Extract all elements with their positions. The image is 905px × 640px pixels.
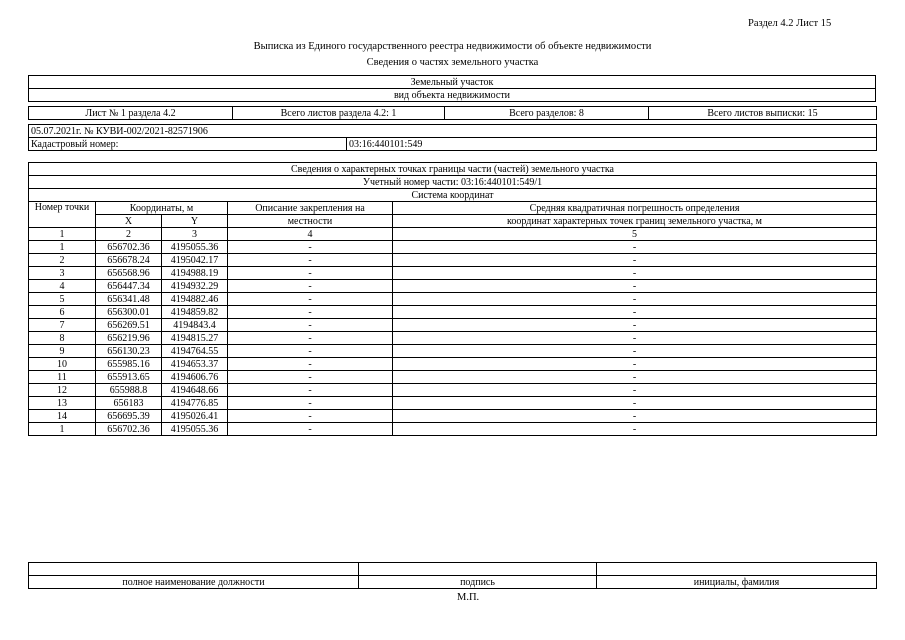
- point-d-cell: -: [228, 384, 393, 397]
- point-y-cell: 4194815.27: [162, 332, 228, 345]
- table-row: [29, 397, 877, 410]
- table-row: [29, 423, 877, 436]
- point-e-cell: -: [393, 371, 877, 384]
- col-number: 3: [162, 228, 228, 241]
- point-d-cell: -: [228, 371, 393, 384]
- point-x-cell: 655988.8: [96, 384, 162, 397]
- col-coords-header: Координаты, м: [96, 202, 228, 215]
- record-table: [28, 124, 877, 151]
- point-d-cell: -: [228, 345, 393, 358]
- table-row: [29, 410, 877, 423]
- point-n-cell: 12: [29, 384, 96, 397]
- point-n-cell: 2: [29, 254, 96, 267]
- sheet-info-table: [28, 106, 877, 120]
- point-x-cell: 655913.65: [96, 371, 162, 384]
- signature-table: [28, 562, 877, 589]
- point-n-cell: 8: [29, 332, 96, 345]
- point-d-cell: -: [228, 293, 393, 306]
- point-d-cell: -: [228, 254, 393, 267]
- point-e-cell: -: [393, 254, 877, 267]
- point-n-cell: 3: [29, 267, 96, 280]
- point-e-cell: -: [393, 267, 877, 280]
- table-row: [29, 332, 877, 345]
- table-row: [29, 254, 877, 267]
- total-sheets-extract: Всего листов выписки: 15: [649, 107, 877, 120]
- col-point-header: Номер точки: [29, 202, 96, 228]
- total-sheets-section: Всего листов раздела 4.2: 1: [233, 107, 445, 120]
- col-y-header: Y: [162, 215, 228, 228]
- point-n-cell: 10: [29, 358, 96, 371]
- point-y-cell: 4194932.29: [162, 280, 228, 293]
- point-n-cell: 6: [29, 306, 96, 319]
- point-e-cell: -: [393, 241, 877, 254]
- point-d-cell: -: [228, 423, 393, 436]
- point-e-cell: -: [393, 280, 877, 293]
- cadastral-label: Кадастровый номер:: [29, 138, 347, 151]
- point-y-cell: 4194764.55: [162, 345, 228, 358]
- point-d-cell: -: [228, 319, 393, 332]
- point-n-cell: 13: [29, 397, 96, 410]
- table-row: [29, 241, 877, 254]
- table-row: [29, 280, 877, 293]
- point-y-cell: 4194776.85: [162, 397, 228, 410]
- table-row: [29, 384, 877, 397]
- object-kind-caption: вид объекта недвижимости: [29, 89, 876, 102]
- point-e-cell: -: [393, 319, 877, 332]
- point-d-cell: -: [228, 410, 393, 423]
- col-number: 1: [29, 228, 96, 241]
- section-sheet-label: Раздел 4.2 Лист 15: [748, 18, 832, 29]
- stamp-label: М.П.: [457, 592, 480, 603]
- point-x-cell: 656447.34: [96, 280, 162, 293]
- document-subtitle: Сведения о частях земельного участка: [366, 57, 539, 68]
- position-caption: полное наименование должности: [29, 576, 359, 589]
- point-e-cell: -: [393, 332, 877, 345]
- point-x-cell: 656300.01: [96, 306, 162, 319]
- sheet-number: Лист № 1 раздела 4.2: [29, 107, 233, 120]
- point-d-cell: -: [228, 280, 393, 293]
- signature-caption: подпись: [359, 576, 597, 589]
- col-number: 5: [393, 228, 877, 241]
- point-n-cell: 5: [29, 293, 96, 306]
- cadastral-value: 03:16:440101:549: [347, 138, 877, 151]
- point-y-cell: 4194843.4: [162, 319, 228, 332]
- point-d-cell: -: [228, 267, 393, 280]
- object-kind: Земельный участок: [29, 76, 876, 89]
- points-title: Сведения о характерных точках границы части (частей) земельного участка: [29, 163, 877, 176]
- point-e-cell: -: [393, 397, 877, 410]
- point-e-cell: -: [393, 384, 877, 397]
- coord-system: Система координат: [29, 189, 877, 202]
- point-e-cell: -: [393, 358, 877, 371]
- col-err-header-1: Средняя квадратичная погрешность определения: [393, 202, 877, 215]
- point-x-cell: 655985.16: [96, 358, 162, 371]
- point-d-cell: -: [228, 397, 393, 410]
- point-n-cell: 7: [29, 319, 96, 332]
- col-desc-header-1: Описание закрепления на: [228, 202, 393, 215]
- point-e-cell: -: [393, 293, 877, 306]
- position-field: [29, 563, 359, 576]
- point-d-cell: -: [228, 332, 393, 345]
- col-number: 4: [228, 228, 393, 241]
- point-x-cell: 656702.36: [96, 241, 162, 254]
- point-n-cell: 14: [29, 410, 96, 423]
- table-row: [29, 358, 877, 371]
- point-n-cell: 11: [29, 371, 96, 384]
- table-row: [29, 345, 877, 358]
- name-caption: инициалы, фамилия: [597, 576, 877, 589]
- table-row: [29, 293, 877, 306]
- point-n-cell: 9: [29, 345, 96, 358]
- point-e-cell: -: [393, 423, 877, 436]
- col-number: 2: [96, 228, 162, 241]
- point-n-cell: 4: [29, 280, 96, 293]
- table-row: [29, 306, 877, 319]
- point-y-cell: 4194882.46: [162, 293, 228, 306]
- col-desc-header-2: местности: [228, 215, 393, 228]
- table-row: [29, 371, 877, 384]
- total-sections: Всего разделов: 8: [445, 107, 649, 120]
- part-number: Учетный номер части: 03:16:440101:549/1: [29, 176, 877, 189]
- point-x-cell: 656702.36: [96, 423, 162, 436]
- point-y-cell: 4194988.19: [162, 267, 228, 280]
- object-kind-table: [28, 75, 876, 102]
- point-n-cell: 1: [29, 423, 96, 436]
- point-y-cell: 4194648.66: [162, 384, 228, 397]
- point-x-cell: 656695.39: [96, 410, 162, 423]
- signature-field: [359, 563, 597, 576]
- point-x-cell: 656269.51: [96, 319, 162, 332]
- boundary-points-table: [28, 162, 877, 436]
- point-x-cell: 656678.24: [96, 254, 162, 267]
- point-x-cell: 656183: [96, 397, 162, 410]
- point-y-cell: 4195026.41: [162, 410, 228, 423]
- document-title: Выписка из Единого государственного реестра недвижимости об объекте недвижимости: [253, 41, 652, 52]
- point-y-cell: 4194653.37: [162, 358, 228, 371]
- point-x-cell: 656568.96: [96, 267, 162, 280]
- point-e-cell: -: [393, 410, 877, 423]
- point-x-cell: 656341.48: [96, 293, 162, 306]
- table-row: [29, 267, 877, 280]
- point-d-cell: -: [228, 241, 393, 254]
- point-d-cell: -: [228, 306, 393, 319]
- col-x-header: X: [96, 215, 162, 228]
- point-y-cell: 4194606.76: [162, 371, 228, 384]
- table-row: [29, 319, 877, 332]
- point-n-cell: 1: [29, 241, 96, 254]
- point-y-cell: 4194859.82: [162, 306, 228, 319]
- point-x-cell: 656130.23: [96, 345, 162, 358]
- point-y-cell: 4195055.36: [162, 423, 228, 436]
- point-e-cell: -: [393, 345, 877, 358]
- point-x-cell: 656219.96: [96, 332, 162, 345]
- record-date-number: 05.07.2021г. № КУВИ-002/2021-82571906: [29, 125, 877, 138]
- col-err-header-2: координат характерных точек границ земельного участка, м: [393, 215, 877, 228]
- name-field: [597, 563, 877, 576]
- point-y-cell: 4195055.36: [162, 241, 228, 254]
- point-e-cell: -: [393, 306, 877, 319]
- point-y-cell: 4195042.17: [162, 254, 228, 267]
- point-d-cell: -: [228, 358, 393, 371]
